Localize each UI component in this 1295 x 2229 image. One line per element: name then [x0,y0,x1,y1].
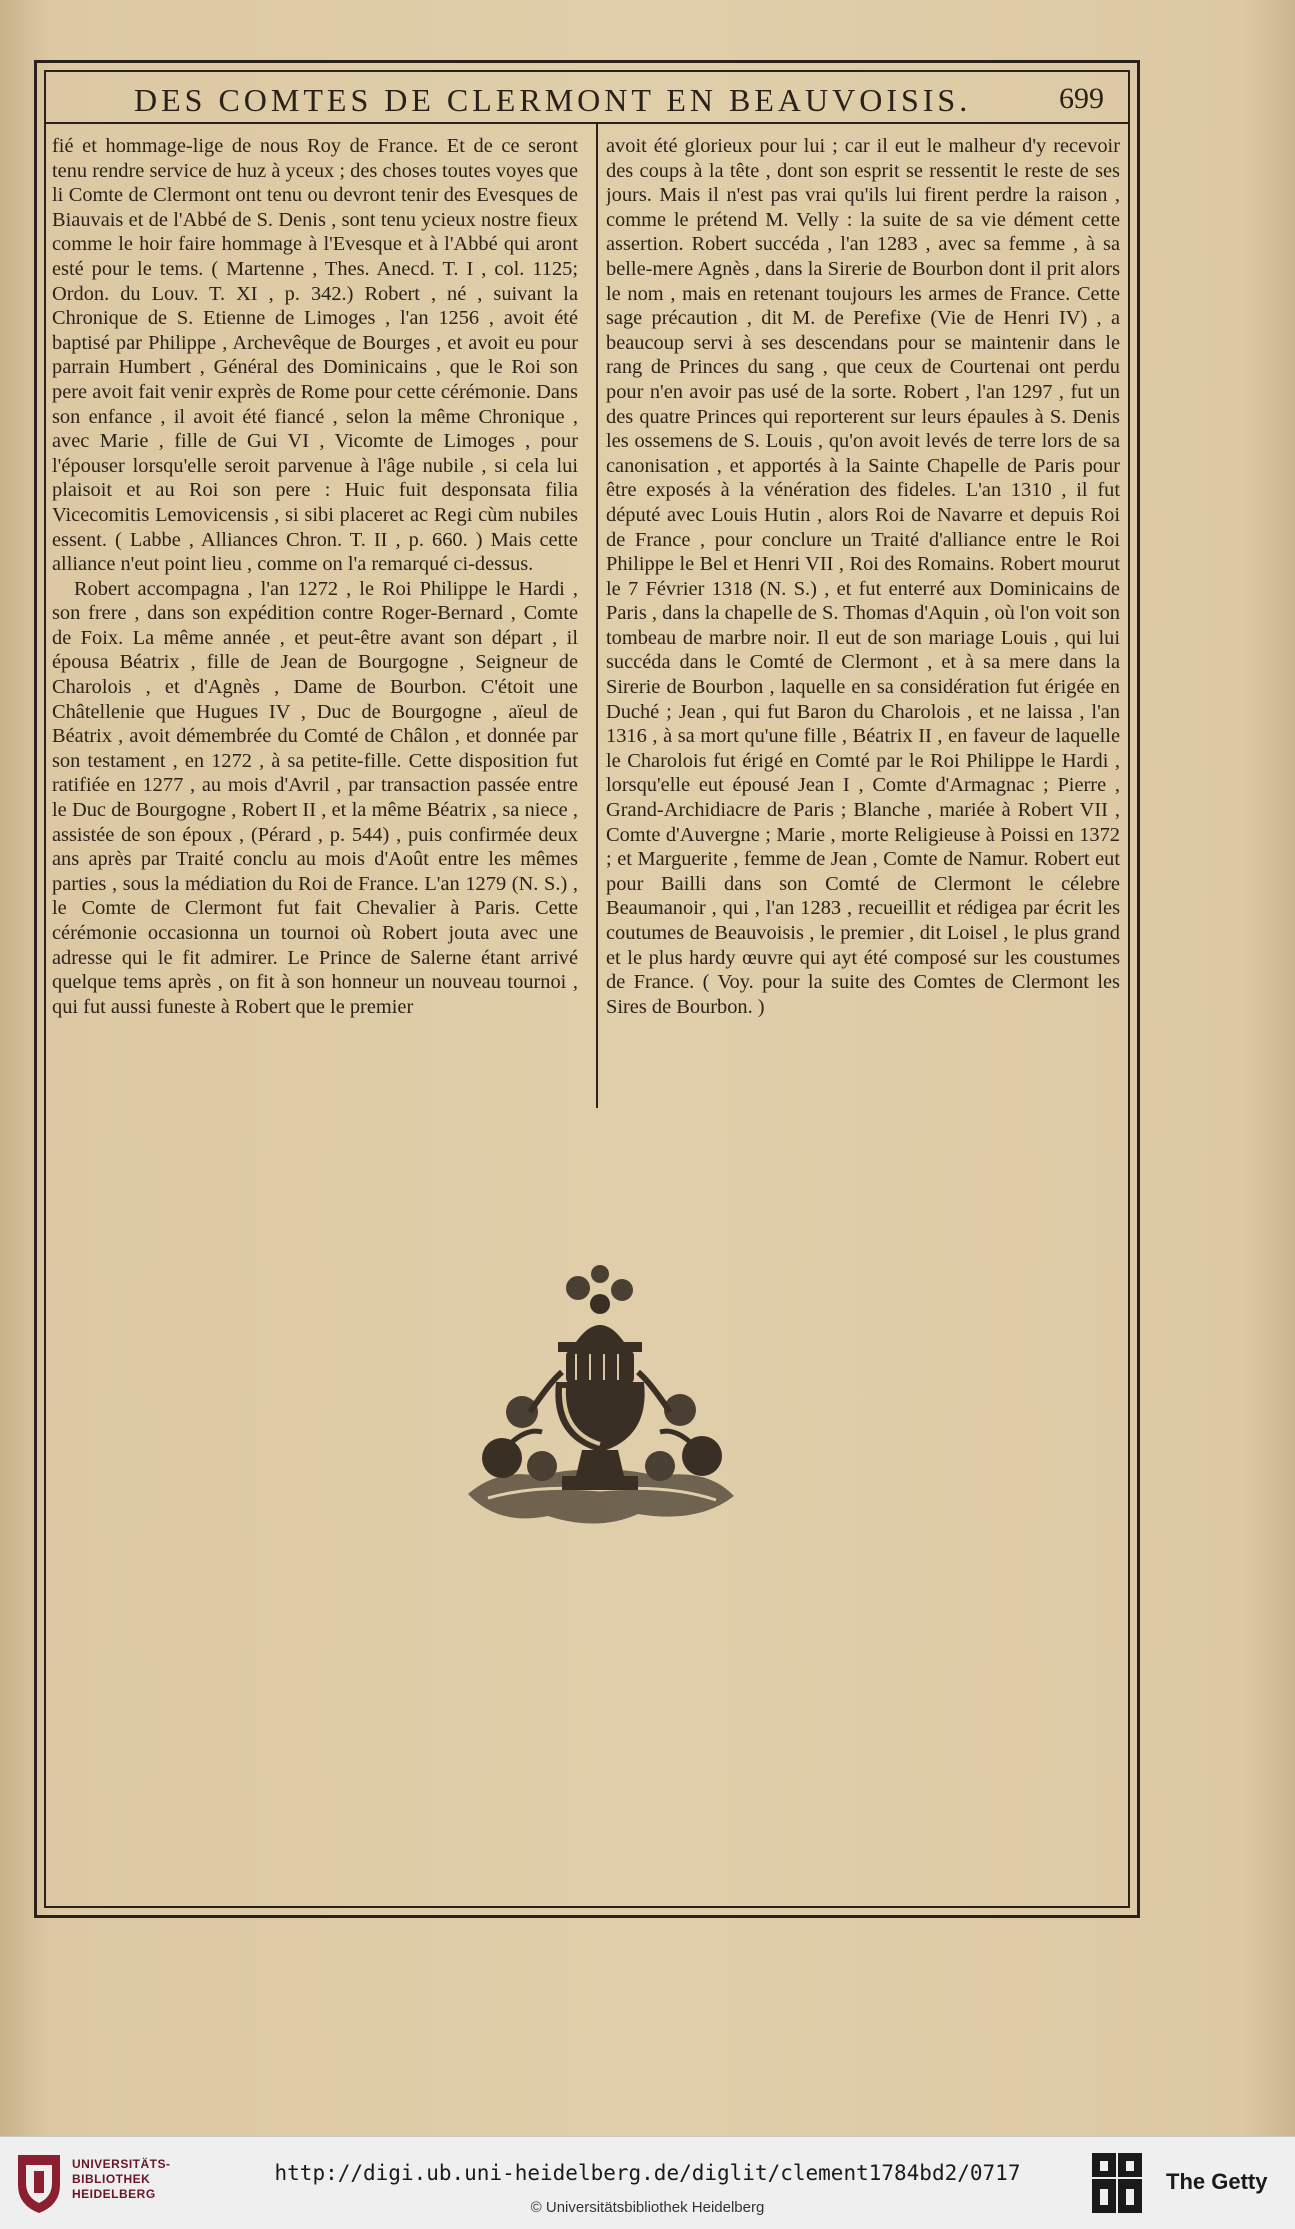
paragraph: Robert accompagna , l'an 1272 , le Roi Philippe le Hardi , son frere , dans son expédition contre Roger-Bernard , Comte de Foix. La même année , et peut-être avant son départ , il épousa Béatrix , fille de Jean de Bourgogne , Seigneur de Charolois , et d'Agnès , Dame de Bourbon. C'étoit une Châtellenie que Hugues IV , Duc de Bourgogne , aïeul de Béatrix , avoit démembrée du Comté de Châlon , et donnée par son testament , en 1272 , à sa petite-fille. Cette disposition fut ratifiée en 1277 , au mois d'Avril , par transaction passée entre le Duc de Bourgogne , Robert II , et la même Béatrix , sa niece , assistée de son époux , (Pérard , p. 544) , puis confirmée deux ans après par Traité conclu au mois d'Août entre les mêmes parties , sous la médiation du Roi de France. L'an 1279 (N. S.) , le Comte de Clermont fut fait Chevalier à Paris. Cette cérémonie occasionna un tournoi où Robert jouta avec une adresse qui le fit admirer. Le Prince de Salerne étant arrivé quelque tems après , on fit à son honneur un nouveau tournoi , qui fut aussi funeste à Robert que le premier [52,577,578,1018]
urn-vignette-icon [458,1262,742,1544]
source-url[interactable]: http://digi.ub.uni-heidelberg.de/diglit/clement1784bd2/0717 [274,2161,1021,2185]
paragraph: avoit été glorieux pour lui ; car il eut le malheur d'y recevoir des coups à la tête , dont son esprit se ressentit le reste de ses jours. Mais il n'est pas vrai qu'ils lui firent perdre la raison , comme le prétend M. Velly : la suite de sa vie dément cette assertion. Robert succéda , l'an 1283 , avec sa femme , à sa belle-mere Agnès , dans la Sirerie de Bourbon dont il prit alors le nom , mais en retenant toujours les armes de France. Cette sage précaution , dit M. de Perefixe (Vie de Henri IV) , a beaucoup servi à ses descendans pour se maintenir dans le rang de Princes du sang , que ceux de Courtenai ont perdu pour n'en avoir pas usé de la sorte. Robert , l'an 1297 , fut un des quatre Princes qui reporterent sur leurs épaules à S. Denis les ossemens de S. Louis , qu'on avoit levés de terre lors de sa canonisation , et apportés à la Sainte Chapelle de Paris pour être exposés à la vénération des fideles. L'an 1310 , il fut député avec Louis Hutin , alors Roi de Navarre et depuis Roi de France , pour conclure un Traité d'alliance entre le Roi Philippe le Bel et Henri VII , Roi des Romains. Robert mourut le 7 Février 1318 (N. S.) , et fut enterré aux Dominicains de Paris , dans la chapelle de S. Thomas d'Aquin , où l'on voit son tombeau de marbre noir. Il eut de son mariage Louis , qui lui succéda dans le Comté de Clermont , et à sa mere dans la Sirerie de Bourbon , laquelle en sa considération fut érigée en Duché ; Jean , qui fut Baron du Charolois , et ne laissa , l'an 1316 , à sa mort qu'une fille , Béatrix II , en faveur de laquelle le Charolois fut érigé en Comté par le Roi Philippe le Hardi , lorsqu'elle eut épousé Jean I , Comte d'Armagnac ; Pierre , Grand-Archidiacre de Paris ; Blanche , mariée à Robert VII , Comte d'Auvergne ; Marie , morte Religieuse à Poissi en 1372 ; et Marguerite , femme de Jean , Comte de Namur. Robert eut pour Bailli dans son Comté de Clermont le célebre Beaumanoir , qui , l'an 1283 , recueillit et rédigea par écrit les coutumes de Beauvoisis , le premier , dit Loisel , le plus grand et le plus hardy œuvre qui ayt été composé sur les coustumes de France. ( Voy. pour la suite des Comtes de Clermont les Sires de Bourbon. ) [606,135,1120,1018]
footer-bar [0,2136,1295,2229]
getty-logo-icon [1090,2151,1144,2215]
paragraph: fié et hommage-lige de nous Roy de France. Et de ce seront tenu rendre service de huz à yceux ; des choses toutes voyes que li Comte de Clermont ont tenu ou devront tenir des Evesques de Biauvais et de l'Abbé de S. Denis , sont tenu ycieux nostre fieux comme le hoir faire hommage à l'Evesque et à l'Abbé qui aront esté pour le tems. ( Martenne , Thes. Anecd. T. I , col. 1125; Ordon. du Louv. T. XI , p. 342.) Robert , né , suivant la Chronique de S. Etienne de Limoges , l'an 1256 , avoit été baptisé par Philippe , Archevêque de Bourges , et avoit eu pour parrain Humbert , Général des Dominicains , que le Roi son pere avoit fait venir exprès de Rome pour cette cérémonie. Dans son enfance , il avoit été fiancé , selon la même Chronique , avec Marie , fille de Gui VI , Vicomte de Limoges , pour l'épouser lorsqu'elle seroit parvenue à l'âge nubile , si cela lui plaisoit et au Roi son pere : Huic fuit desponsata filia Vicecomitis Lemovicensis , si sibi placeret ac Regi cùm nubiles essent. ( Labbe , Alliances Chron. T. II , p. 660. ) Mais cette alliance n'eut point lieu , comme on l'a remarqué ci-dessus. [52,135,578,576]
copyright-notice: © Universitätsbibliothek Heidelberg [530,2199,765,2216]
column-divider [596,124,598,1108]
page-number: 699 [1059,82,1104,115]
running-title: DES COMTES DE CLERMONT EN BEAUVOISIS. [134,82,972,118]
right-column [606,134,1120,1114]
partner-name: The Getty [1166,2169,1268,2194]
running-head [44,74,1130,124]
institution-name: UNIVERSITÄTS- BIBLIOTHEK HEIDELBERG [72,2157,171,2201]
left-column [52,134,578,1114]
